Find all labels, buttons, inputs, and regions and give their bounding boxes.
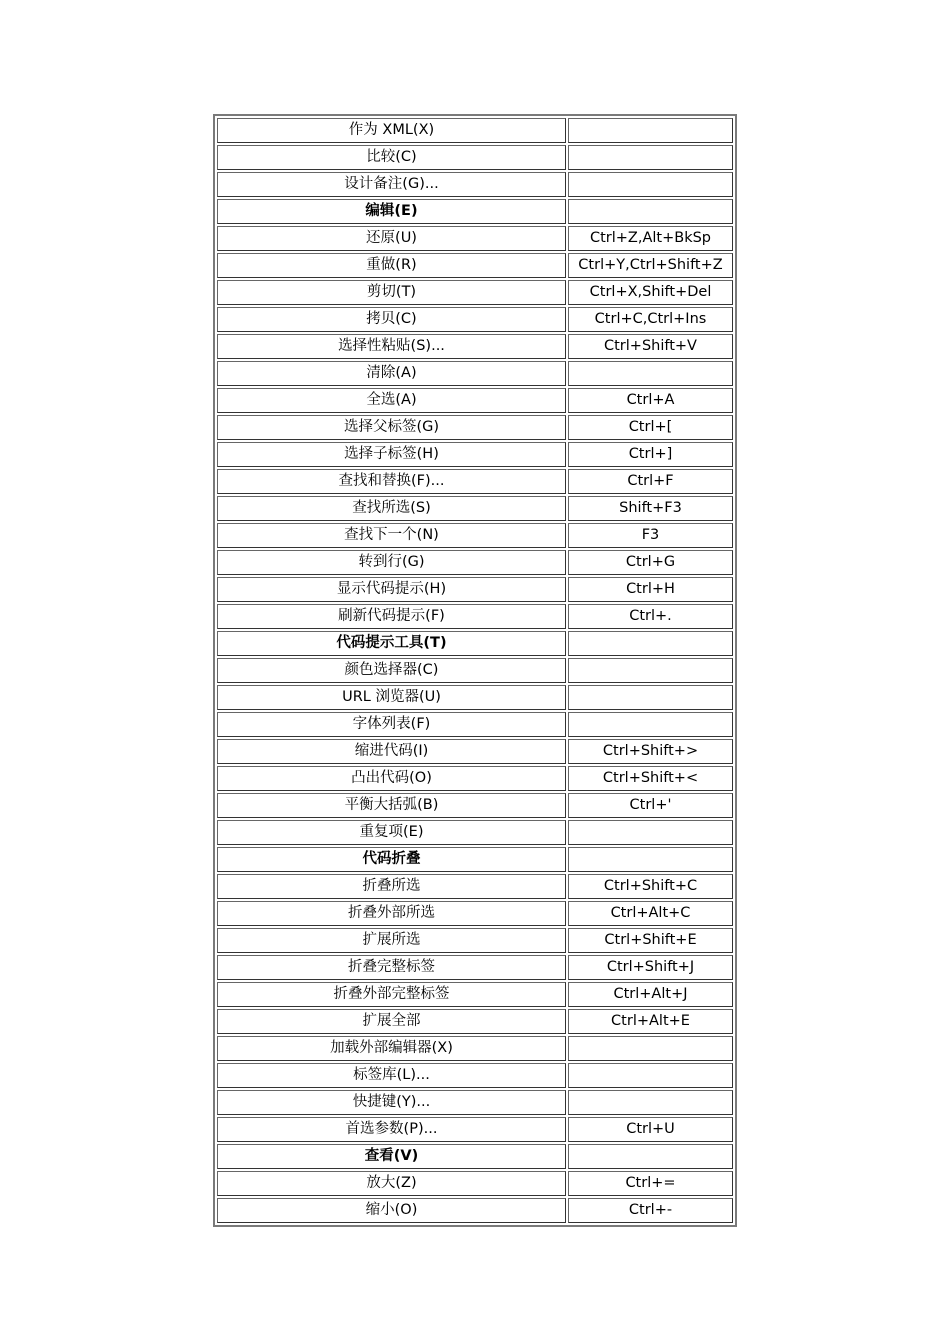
shortcut-key-cell [568, 685, 733, 710]
menu-item-name-cell: 重复项(E) [217, 820, 566, 845]
table-row [217, 1198, 733, 1223]
menu-item-name-cell: 缩进代码(I) [217, 739, 566, 764]
shortcut-key-cell: F3 [568, 523, 733, 548]
table-row [217, 766, 733, 791]
shortcut-key-cell: Ctrl+= [568, 1171, 733, 1196]
shortcut-key-cell: Ctrl+Shift+E [568, 928, 733, 953]
menu-item-name-cell: 查找下一个(N) [217, 523, 566, 548]
menu-item-name-cell: 放大(Z) [217, 1171, 566, 1196]
shortcut-key-cell: Ctrl+Alt+E [568, 1009, 733, 1034]
menu-item-name-cell: 扩展所选 [217, 928, 566, 953]
shortcut-key-cell [568, 658, 733, 683]
menu-item-name-cell: 选择性粘贴(S)... [217, 334, 566, 359]
menu-item-name-cell: 查找和替换(F)... [217, 469, 566, 494]
menu-item-name-cell: 平衡大括弧(B) [217, 793, 566, 818]
menu-item-name-cell: 字体列表(F) [217, 712, 566, 737]
menu-item-name-cell: 选择父标签(G) [217, 415, 566, 440]
menu-item-name-cell: 折叠完整标签 [217, 955, 566, 980]
menu-item-name-cell: 设计备注(G)... [217, 172, 566, 197]
table-row [217, 820, 733, 845]
shortcut-key-cell: Ctrl+Alt+J [568, 982, 733, 1007]
menu-item-name-cell: 折叠所选 [217, 874, 566, 899]
menu-item-name-cell: 转到行(G) [217, 550, 566, 575]
shortcut-key-cell [568, 172, 733, 197]
shortcut-key-cell: Ctrl+] [568, 442, 733, 467]
shortcut-key-cell: Ctrl+X,Shift+Del [568, 280, 733, 305]
table-row [217, 253, 733, 278]
table-row [217, 874, 733, 899]
menu-item-name-cell: 扩展全部 [217, 1009, 566, 1034]
menu-item-name-cell: 比较(C) [217, 145, 566, 170]
menu-item-name-cell: 清除(A) [217, 361, 566, 386]
menu-item-name-cell: 显示代码提示(H) [217, 577, 566, 602]
menu-item-name-cell: 首选参数(P)... [217, 1117, 566, 1142]
shortcut-key-cell: Ctrl+G [568, 550, 733, 575]
table-row [217, 388, 733, 413]
menu-item-name-cell: 查看(V) [217, 1144, 566, 1169]
shortcut-key-cell [568, 1036, 733, 1061]
shortcut-key-cell: Ctrl+Shift+J [568, 955, 733, 980]
table-row [217, 496, 733, 521]
menu-item-name-cell: 查找所选(S) [217, 496, 566, 521]
menu-item-name-cell: 刷新代码提示(F) [217, 604, 566, 629]
table-row [217, 550, 733, 575]
table-row [217, 307, 733, 332]
table-row [217, 604, 733, 629]
table-row [217, 469, 733, 494]
menu-item-name-cell: 颜色选择器(C) [217, 658, 566, 683]
shortcut-key-cell: Ctrl+Y,Ctrl+Shift+Z [568, 253, 733, 278]
table-row [217, 577, 733, 602]
menu-item-name-cell: 代码提示工具(T) [217, 631, 566, 656]
table-row [217, 415, 733, 440]
table-row [217, 280, 733, 305]
menu-item-name-cell: 全选(A) [217, 388, 566, 413]
shortcut-key-cell: Ctrl+Shift+V [568, 334, 733, 359]
shortcut-key-cell: Ctrl+. [568, 604, 733, 629]
menu-item-name-cell: 重做(R) [217, 253, 566, 278]
table-row [217, 928, 733, 953]
shortcut-key-cell [568, 118, 733, 143]
menu-item-name-cell: 快捷键(Y)... [217, 1090, 566, 1115]
section-heading-row [217, 631, 733, 656]
shortcut-key-cell: Ctrl+F [568, 469, 733, 494]
table-row [217, 523, 733, 548]
shortcut-key-cell: Ctrl+Shift+< [568, 766, 733, 791]
shortcut-key-cell [568, 631, 733, 656]
shortcut-key-cell: Ctrl+U [568, 1117, 733, 1142]
menu-item-name-cell: 选择子标签(H) [217, 442, 566, 467]
table-row [217, 1090, 733, 1115]
table-row [217, 1009, 733, 1034]
table-row [217, 739, 733, 764]
menu-item-name-cell: 加载外部编辑器(X) [217, 1036, 566, 1061]
table-row [217, 145, 733, 170]
shortcut-table-body [217, 118, 733, 1223]
menu-item-name-cell: 标签库(L)... [217, 1063, 566, 1088]
table-row [217, 982, 733, 1007]
table-row [217, 793, 733, 818]
table-row [217, 901, 733, 926]
menu-item-name-cell: 拷贝(C) [217, 307, 566, 332]
menu-item-name-cell: 折叠外部完整标签 [217, 982, 566, 1007]
section-heading-row [217, 847, 733, 872]
shortcut-key-cell [568, 820, 733, 845]
shortcut-key-cell: Ctrl+A [568, 388, 733, 413]
table-row [217, 118, 733, 143]
menu-item-name-cell: 剪切(T) [217, 280, 566, 305]
menu-item-name-cell: 代码折叠 [217, 847, 566, 872]
shortcut-key-cell [568, 712, 733, 737]
shortcut-key-cell: Ctrl+C,Ctrl+Ins [568, 307, 733, 332]
table-row [217, 1117, 733, 1142]
shortcut-key-cell: Ctrl+- [568, 1198, 733, 1223]
shortcut-key-cell: Ctrl+Z,Alt+BkSp [568, 226, 733, 251]
shortcut-key-cell [568, 145, 733, 170]
shortcut-key-cell [568, 1063, 733, 1088]
shortcut-key-cell [568, 847, 733, 872]
shortcut-table [213, 114, 737, 1227]
shortcut-key-cell [568, 1144, 733, 1169]
shortcut-key-cell: Shift+F3 [568, 496, 733, 521]
shortcut-key-cell: Ctrl+H [568, 577, 733, 602]
table-row [217, 1171, 733, 1196]
menu-item-name-cell: 编辑(E) [217, 199, 566, 224]
shortcut-key-cell [568, 361, 733, 386]
table-row [217, 172, 733, 197]
shortcut-key-cell: Ctrl+' [568, 793, 733, 818]
menu-item-name-cell: 折叠外部所选 [217, 901, 566, 926]
shortcut-key-cell: Ctrl+[ [568, 415, 733, 440]
section-heading-row [217, 199, 733, 224]
table-row [217, 334, 733, 359]
table-row [217, 442, 733, 467]
table-row [217, 955, 733, 980]
table-row [217, 712, 733, 737]
menu-item-name-cell: 凸出代码(O) [217, 766, 566, 791]
menu-item-name-cell: 缩小(O) [217, 1198, 566, 1223]
table-row [217, 226, 733, 251]
table-row [217, 685, 733, 710]
shortcut-key-cell [568, 199, 733, 224]
table-row [217, 658, 733, 683]
shortcut-key-cell: Ctrl+Alt+C [568, 901, 733, 926]
table-row [217, 1063, 733, 1088]
table-row [217, 361, 733, 386]
menu-item-name-cell: 还原(U) [217, 226, 566, 251]
shortcut-key-cell: Ctrl+Shift+> [568, 739, 733, 764]
shortcut-key-cell [568, 1090, 733, 1115]
menu-item-name-cell: 作为 XML(X) [217, 118, 566, 143]
section-heading-row [217, 1144, 733, 1169]
shortcut-key-cell: Ctrl+Shift+C [568, 874, 733, 899]
menu-item-name-cell: URL 浏览器(U) [217, 685, 566, 710]
table-row [217, 1036, 733, 1061]
